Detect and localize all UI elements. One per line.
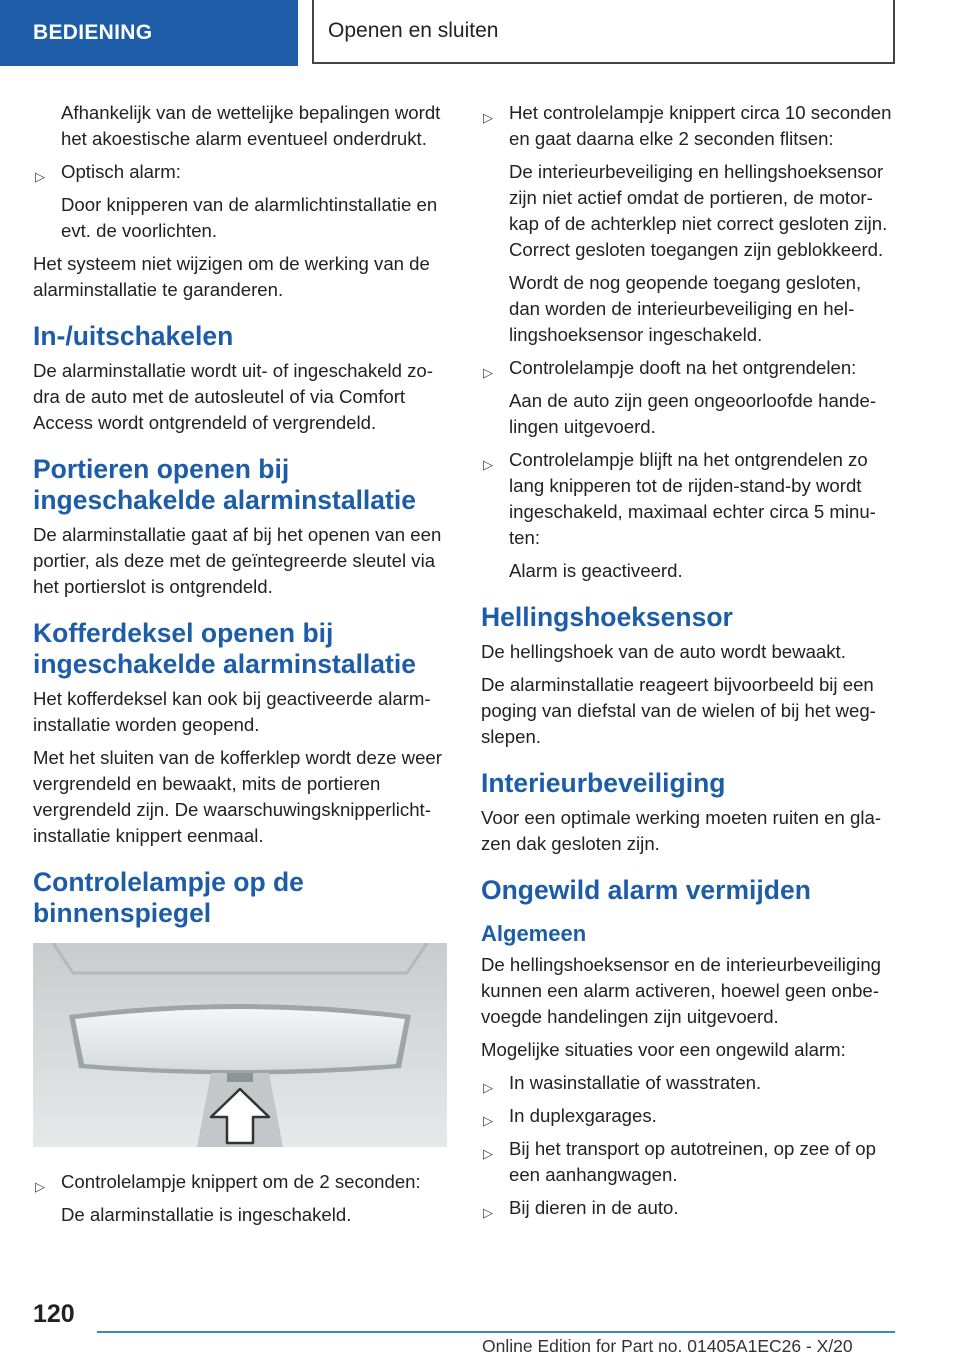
chapter-title: Openen en sluiten — [312, 0, 895, 64]
bullet-text: Controlelampje blijft na het ontgrendelen zo lang knipperen tot de rijden-stand-by wordt ingeschakeld, maximaal echter circa 5 minuten: — [509, 449, 876, 548]
list-item — [481, 1103, 895, 1129]
keeps-description: Alarm is geactiveerd. — [509, 560, 683, 581]
bullet-text: Controlelampje dooft na het ontgrendelen: — [509, 357, 857, 378]
blink10-description-2: Wordt de nog geopende toegang gesloten, dan worden de interieurbeveiliging en hellingshoeksensor ingeschakeld. — [509, 272, 862, 345]
section-tab: BEDIENING — [0, 0, 298, 66]
tilt-text-2: De alarminstallatie reageert bijvoorbeeld bij een poging van diefstal van de wielen of bij het wegslepen. — [481, 674, 876, 747]
intro-paragraph: Afhankelijk van de wettelijke bepalingen wordt het akoestische alarm eventueel onderdrukt. — [61, 102, 441, 149]
heading-lamp: Controlelampje op de binnenspiegel — [33, 867, 304, 928]
triangle-right-outline-icon: ▷ — [483, 1146, 493, 1161]
blink10-description: De interieurbeveiliging en hellingshoeksensor zijn niet actief omdat de portieren, de motorkap of de achterklep niet correct gesloten zijn. Correct gesloten toegangen zijn geblokkeerd. — [509, 161, 888, 260]
trunk-text-1: Het kofferdeksel kan ook bij geactiveerde alarminstallatie worden geopend. — [33, 688, 431, 735]
triangle-right-outline-icon: ▷ — [483, 1113, 493, 1128]
doors-text: De alarminstallatie gaat af bij het openen van een portier, als deze met de geïntegreerde sleutel via het portierslot is ontgrendeld. — [33, 524, 442, 597]
triangle-right-outline-icon: ▷ — [483, 1205, 493, 1220]
list-item — [481, 100, 895, 152]
triangle-right-outline-icon: ▷ — [483, 365, 493, 380]
rearview-mirror-image — [33, 943, 447, 1147]
bullet-text: In duplexgarages. — [509, 1105, 657, 1126]
page-number: 120 — [33, 1300, 75, 1328]
tilt-text-1: De hellingshoek van de auto wordt bewaakt. — [481, 641, 846, 662]
bullet-text: Optisch alarm: — [61, 161, 181, 182]
right-column — [481, 100, 895, 1228]
heading-general: Algemeen — [481, 921, 587, 946]
list-item — [481, 1070, 895, 1096]
list-item — [481, 355, 895, 381]
page-header — [0, 0, 960, 66]
heading-trunk: Kofferdeksel openen bij ingeschakelde alarminstallatie — [33, 618, 416, 679]
mirror-illustration — [33, 943, 447, 1147]
heading-interior: Interieurbeveiliging — [481, 768, 726, 798]
off-description: Aan de auto zijn geen ongeoorloofde handelingen uitgevoerd. — [509, 390, 877, 437]
optical-description: Door knipperen van de alarmlichtinstallatie en evt. de voorlichten. — [61, 194, 438, 241]
heading-tilt-sensor: Hellingshoeksensor — [481, 602, 733, 632]
bullet-text: Bij dieren in de auto. — [509, 1197, 679, 1218]
blink2-description: De alarminstallatie is ingeschakeld. — [61, 1204, 352, 1225]
bullet-text: Controlelampje knippert om de 2 seconden: — [61, 1171, 421, 1192]
footer-edition: Online Edition for Part no. 01405A1EC26 - X/20 — [482, 1336, 853, 1356]
list-item — [33, 159, 447, 185]
triangle-right-outline-icon: ▷ — [483, 457, 493, 472]
heading-doors: Portieren openen bij ingeschakelde alarminstallatie — [33, 454, 416, 515]
footer-divider — [97, 1331, 895, 1333]
list-item — [481, 447, 895, 551]
interior-text: Voor een optimale werking moeten ruiten en glazen dak gesloten zijn. — [481, 807, 882, 854]
bullet-text: Het controlelampje knippert circa 10 seconden en gaat daarna elke 2 seconden flitsen: — [509, 102, 892, 149]
trunk-text-2: Met het sluiten van de kofferklep wordt deze weer vergrendeld en bewaakt, mits de portieren vergrendeld zijn. De waarschuwingsknipperlichtinstallatie knippert eenmaal. — [33, 747, 442, 846]
heading-switch: In-/uitschakelen — [33, 321, 234, 351]
left-column — [33, 100, 447, 1235]
system-note: Het systeem niet wijzigen om de werking van de alarminstallatie te garanderen. — [33, 253, 430, 300]
bullet-text: In wasinstallatie of wasstraten. — [509, 1072, 762, 1093]
general-text: De hellingshoeksensor en de interieurbeveiliging kunnen een alarm activeren, hoewel geen onbevoegde handelingen zijn uitgevoerd. — [481, 954, 882, 1027]
triangle-right-outline-icon: ▷ — [35, 169, 45, 184]
bullet-text: Bij het transport op autotreinen, op zee of op een aanhangwagen. — [509, 1138, 876, 1185]
triangle-right-outline-icon: ▷ — [35, 1179, 45, 1194]
triangle-right-outline-icon: ▷ — [483, 1080, 493, 1095]
list-item — [33, 1169, 447, 1195]
switch-text: De alarminstallatie wordt uit- of ingeschakeld zodra de auto met de autosleutel of via Comfort Access wordt ontgrendeld of vergrendeld. — [33, 360, 433, 433]
heading-avoid-alarm: Ongewild alarm vermijden — [481, 875, 811, 905]
situations-intro: Mogelijke situaties voor een ongewild alarm: — [481, 1039, 846, 1060]
list-item — [481, 1136, 895, 1188]
triangle-right-outline-icon: ▷ — [483, 110, 493, 125]
list-item — [481, 1195, 895, 1221]
